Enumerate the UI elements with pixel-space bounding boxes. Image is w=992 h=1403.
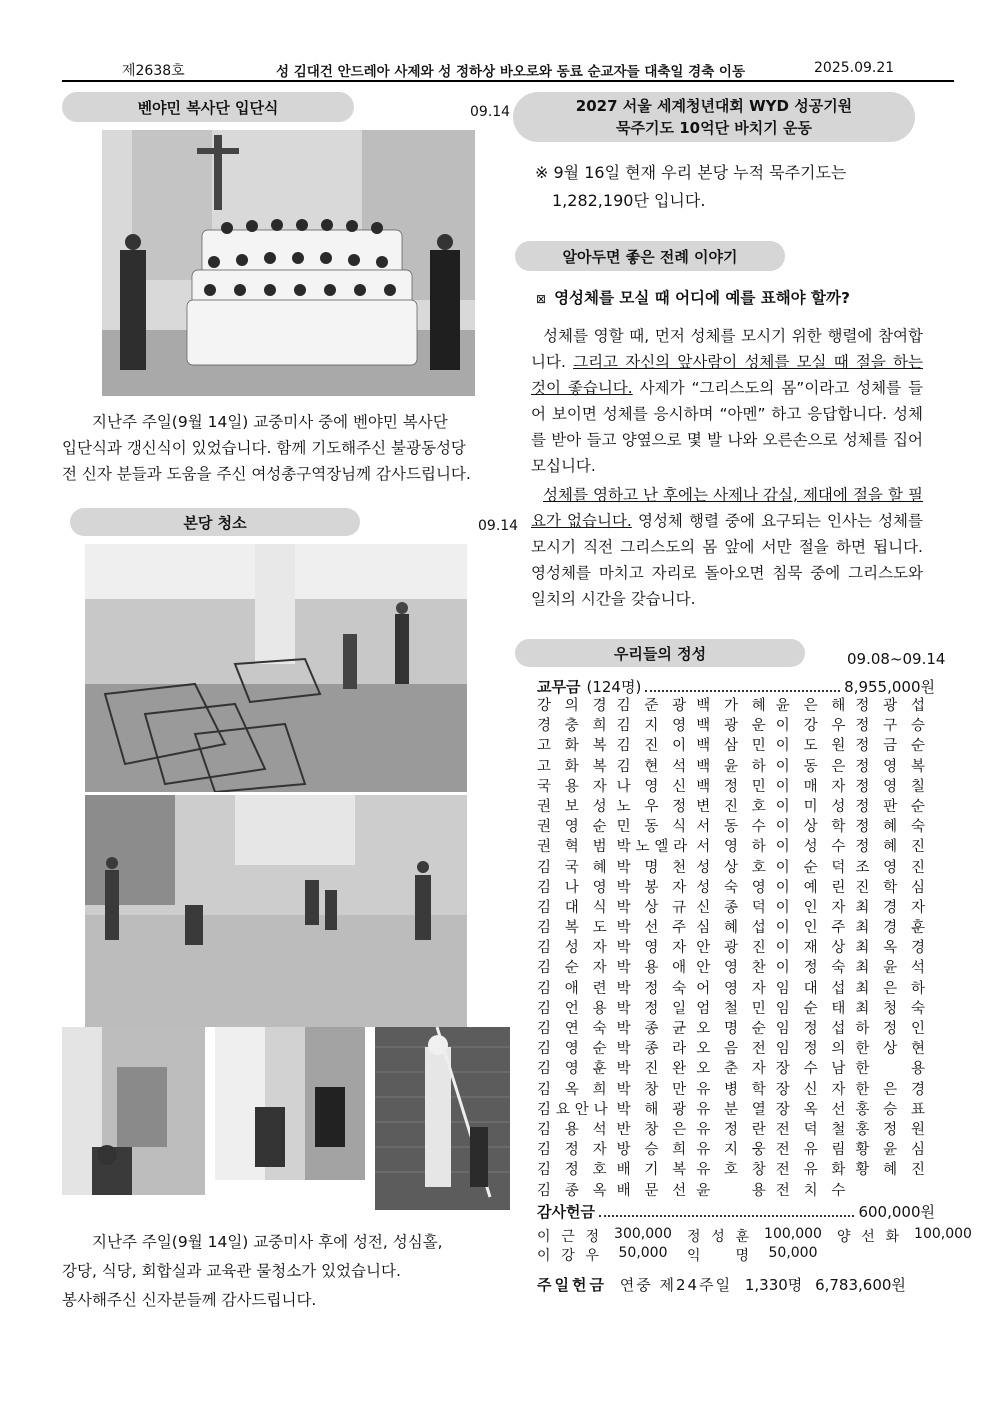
issue-date: 2025.09.21: [814, 60, 895, 76]
liturgy-p1-text-a: 성체를 영할 때, 먼저 성체를 모시기 위한 행렬에 참여합니다.: [531, 327, 923, 371]
member-name: 임 정 의: [775, 1041, 846, 1058]
thanks-donor-amount: 100,000: [914, 1226, 972, 1242]
altar-caption: [62, 409, 510, 487]
member-name: 유 병 학: [696, 1081, 766, 1098]
member-name: 하 정 인: [855, 1021, 925, 1037]
dues-total: 8,955,000원: [844, 678, 935, 696]
dues-label: 교무금: [537, 678, 581, 696]
member-name: 박 정 일: [616, 1000, 687, 1017]
member-name: 한 상 현: [855, 1041, 925, 1058]
thanks-donor-name: 익 명: [687, 1248, 749, 1264]
cleaning-photo-hallway-drawing: [215, 1027, 365, 1180]
member-name: 백 가 혜: [696, 698, 766, 714]
member-name: 정 영 복: [855, 758, 925, 775]
member-name: 성 숙 영: [696, 879, 766, 896]
thanks-donor-amount: 50,000: [768, 1245, 818, 1261]
cleaning-date: 09.14: [478, 518, 519, 534]
member-name: 권 보 성: [537, 798, 607, 815]
member-name: 김 복 도: [537, 920, 607, 937]
member-name: 최 경 자: [855, 899, 925, 916]
rosary-heading: [513, 92, 915, 142]
thanks-donor-name: 이 근 정: [537, 1229, 599, 1245]
member-name: 김 영 훈: [537, 1061, 607, 1078]
dues-names-row: [537, 1037, 935, 1057]
issue-number: 제2638호: [122, 63, 185, 79]
member-name: 박 용 애: [616, 960, 687, 977]
member-name: 전 덕 철: [775, 1121, 846, 1138]
cleaning-caption-line-2: 강당, 식당, 회합실과 교육관 물청소가 있었습니다.: [62, 1262, 401, 1280]
member-name: 반 창 은: [616, 1121, 687, 1138]
member-name: 진 학 심: [855, 879, 925, 896]
liturgy-question: [536, 286, 850, 308]
member-name: 박 명 천: [616, 859, 687, 876]
liturgy-paragraph-2: [531, 482, 923, 612]
altar-servers-photo: [102, 130, 475, 396]
dues-names-row: [537, 856, 935, 876]
thanks-entry: [537, 1226, 687, 1246]
thanks-donor-amount: 50,000: [618, 1245, 668, 1261]
rosary-heading-line-2: 묵주기도 10억단 바치기 운동: [616, 119, 812, 137]
liturgy-question-text: 영성체를 모실 때 어디에 예를 표해야 할까?: [554, 289, 850, 307]
member-name: 성 상 호: [696, 859, 766, 876]
member-name: 배 기 복: [616, 1162, 687, 1179]
cleaning-photo-room: [62, 1027, 205, 1195]
member-name: 김 영 순: [537, 1041, 607, 1058]
member-name: 서 동 수: [696, 819, 766, 836]
member-name: 배 문 선: [616, 1182, 687, 1199]
member-name: 김 진 이: [616, 738, 687, 755]
cleaning-photo-room-drawing: [62, 1027, 205, 1195]
dues-count: (124명): [586, 678, 642, 696]
member-name: 한 은 경: [855, 1081, 925, 1098]
member-name: 박 해 광: [616, 1101, 687, 1118]
member-name: 박 진 완: [616, 1061, 687, 1078]
thanks-donor-amount: 100,000: [764, 1226, 822, 1242]
thanks-donor-name: 이 강 우: [537, 1248, 599, 1264]
member-name: 임 정 섭: [775, 1021, 846, 1037]
member-name: 김 순 자: [537, 960, 607, 977]
liturgy-p1-text-b: 사제가 “그리스도의 몸”이라고 성체를 들어 보이면 성체를 응시하며 “아멘” 하고 응답합니다. 성체를 받아 들고 양옆으로 몇 발 나와 오른손으로 성체를 집어 모십니다.: [531, 379, 923, 475]
member-name: 김 연 숙: [537, 1021, 607, 1037]
dues-names-row: [537, 1057, 935, 1077]
member-name: 김 정 자: [537, 1142, 607, 1159]
member-name: 장 신 자: [775, 1081, 846, 1098]
thanks-total: 600,000원: [858, 1203, 935, 1221]
member-name: 이 정 숙: [775, 960, 846, 977]
member-name: 김 요 안 나: [537, 1101, 607, 1118]
dues-names-row: [537, 755, 935, 775]
member-name: 전 유 림: [775, 1142, 846, 1159]
member-name: 이 인 주: [775, 920, 846, 937]
member-name: 이 재 상: [775, 940, 846, 957]
cleaning-photo-nave: [85, 795, 467, 1027]
cleaning-heading: [70, 508, 360, 536]
member-name: 김 애 련: [537, 980, 607, 997]
member-name: 전 치 수: [775, 1182, 846, 1199]
rosary-heading-line-1: 2027 서울 세계청년대회 WYD 성공기원: [575, 97, 853, 115]
member-name: 윤 은 해: [775, 698, 846, 714]
dues-names-row: [537, 896, 935, 916]
member-name: 한 용: [855, 1061, 925, 1078]
cleaning-photo-nave-drawing: [85, 795, 467, 1027]
member-name: 황 혜 진: [855, 1162, 925, 1179]
member-name: 신 종 덕: [696, 899, 766, 916]
member-name: 박 종 라: [616, 1041, 687, 1058]
dues-names-row: [537, 956, 935, 976]
member-name: 박 창 만: [616, 1081, 687, 1098]
dues-names-row: [537, 1118, 935, 1138]
member-name: 김 준 광: [616, 698, 687, 714]
member-name: 이 미 성: [775, 798, 846, 815]
member-name: 오 음 전: [696, 1041, 766, 1058]
member-name: 경 충 희: [537, 718, 607, 735]
member-name: 김 성 자: [537, 940, 607, 957]
member-name: 정 광 섭: [855, 698, 925, 714]
member-name: 이 동 은: [775, 758, 846, 775]
cleaning-photo-statue: [375, 1027, 510, 1210]
member-name: 백 정 민: [696, 778, 766, 795]
member-name: 유 정 란: [696, 1121, 766, 1138]
member-name: 김 현 석: [616, 758, 687, 775]
member-name: 이 순 덕: [775, 859, 846, 876]
member-name: 김 대 식: [537, 899, 607, 916]
member-name: 백 윤 하: [696, 758, 766, 775]
member-name: 윤 용: [696, 1182, 766, 1199]
liturgy-heading: [515, 241, 785, 271]
sunday-label: 주일헌금: [537, 1276, 607, 1294]
member-name: 백 삼 민: [696, 738, 766, 755]
offerings-heading-text: 우리들의 정성: [613, 644, 707, 663]
liturgy-p2-underlined: 성체를 영하고 난 후에는 사제나 감실, 제대에 절을 할 필요가 없습니다.: [531, 486, 923, 530]
member-name: 김 옥 희: [537, 1081, 607, 1098]
member-name: 박 정 숙: [616, 980, 687, 997]
member-name: 유 호 창: [696, 1162, 766, 1179]
rosary-text-1: ※ 9월 16일 현재 우리 본당 누적 묵주기도는: [535, 163, 847, 182]
member-name: 고 화 복: [537, 738, 607, 755]
member-name: 전 유 화: [775, 1162, 846, 1179]
dues-names-row: [537, 1179, 935, 1199]
altar-date: 09.14: [470, 104, 511, 120]
member-name: 백 광 운: [696, 718, 766, 735]
member-name: 이 예 린: [775, 879, 846, 896]
member-name: 어 영 자: [696, 980, 766, 997]
member-name: 강 의 경: [537, 698, 607, 714]
member-name: 오 춘 자: [696, 1061, 766, 1078]
cleaning-photo-hallway: [215, 1027, 365, 1180]
dues-names-row: [537, 1017, 935, 1037]
member-name: 노 우 정: [616, 798, 687, 815]
member-name: 박 봉 자: [616, 879, 687, 896]
member-name: 임 대 섭: [775, 980, 846, 997]
dues-names-row: [537, 1158, 935, 1178]
dues-names-row: [537, 1098, 935, 1118]
member-name: 유 지 웅: [696, 1142, 766, 1159]
member-name: 나 영 신: [616, 778, 687, 795]
sunday-offering: [537, 1274, 906, 1295]
liturgy-p1-underlined: 그리고 자신의 앞사람이 성체를 모실 때 절을 하는 것이 좋습니다.: [531, 353, 923, 397]
dues-leader-dots: [645, 676, 840, 692]
member-name: 오 명 순: [696, 1021, 766, 1037]
member-name: 정 판 순: [855, 798, 925, 815]
member-name: 변 진 호: [696, 798, 766, 815]
thanks-leader-dots: [599, 1201, 855, 1217]
thanks-row-2: [537, 1245, 837, 1265]
dues-names-row: [537, 916, 935, 936]
altar-heading-text: 벤야민 복사단 입단식: [137, 98, 279, 117]
member-name: 김 언 용: [537, 1000, 607, 1017]
offerings-date-range: 09.08~09.14: [847, 650, 946, 668]
member-name: 김 용 석: [537, 1121, 607, 1138]
member-name: 홍 승 표: [855, 1101, 925, 1118]
cleaning-photo-hall: [85, 544, 467, 792]
member-name: 김 지 영: [616, 718, 687, 735]
member-name: 고 화 복: [537, 758, 607, 775]
member-name: 안 영 찬: [696, 960, 766, 977]
member-name: 권 영 순: [537, 819, 607, 836]
offerings-heading: [515, 639, 805, 667]
thanks-donor-name: 양 선 화: [837, 1229, 899, 1245]
member-name: [855, 1179, 935, 1199]
member-name: 김 나 영: [537, 879, 607, 896]
thanks-entry: [537, 1245, 687, 1265]
member-name: 정 혜 숙: [855, 819, 925, 836]
member-name: 최 옥 경: [855, 940, 925, 957]
cleaning-heading-text: 본당 청소: [183, 513, 247, 532]
sunday-count: 1,330명: [744, 1276, 803, 1294]
member-name: 장 수 남: [775, 1061, 846, 1078]
thanks-row-1: [537, 1226, 987, 1246]
dues-names-grid: [537, 694, 935, 1199]
sunday-mass: 연중 제24주일: [619, 1276, 733, 1294]
member-name: 국 용 자: [537, 778, 607, 795]
dues-names-row: [537, 795, 935, 815]
member-name: 정 금 순: [855, 738, 925, 755]
liturgy-paragraph-1: [531, 323, 923, 479]
dues-names-row: [537, 815, 935, 835]
member-name: 이 도 원: [775, 738, 846, 755]
dues-names-row: [537, 775, 935, 795]
member-name: 방 승 희: [616, 1142, 687, 1159]
member-name: 조 영 진: [855, 859, 925, 876]
member-name: 안 광 진: [696, 940, 766, 957]
dues-names-row: [537, 734, 935, 754]
member-name: 임 순 태: [775, 1000, 846, 1017]
member-name: 권 혁 범: [537, 839, 607, 856]
sunday-amount: 6,783,600원: [815, 1276, 906, 1294]
member-name: 정 구 승: [855, 718, 925, 735]
member-name: 박 종 균: [616, 1021, 687, 1037]
member-name: 이 강 우: [775, 718, 846, 735]
member-name: 박 노 엘 라: [616, 839, 687, 856]
member-name: 장 옥 선: [775, 1101, 846, 1118]
member-name: 최 청 숙: [855, 1000, 925, 1017]
altar-caption-line-1: 지난주 주일(9월 14일) 교중미사 중에 벤야민 복사단: [92, 413, 448, 431]
liturgy-p2-text-b: 영성체 행렬 중에 요구되는 인사는 성체를 모시기 직전 그리스도의 몸 앞에 서만 절을 하면 됩니다. 영성체를 마치고 자리로 돌아오면 침묵 중에 그리스도와 일치의 시간을 갖습니다.: [531, 512, 923, 608]
dues-names-row: [537, 1078, 935, 1098]
cleaning-caption: [62, 1228, 514, 1315]
member-name: 유 분 열: [696, 1101, 766, 1118]
thanks-entry: [837, 1226, 987, 1246]
member-name: 김 종 옥: [537, 1182, 607, 1199]
member-name: 최 윤 석: [855, 960, 925, 977]
dues-names-row: [537, 876, 935, 896]
member-name: 김 정 호: [537, 1162, 607, 1179]
cleaning-photo-hall-drawing: [85, 544, 467, 792]
altar-caption-line-2: 입단식과 갱신식이 있었습니다. 함께 기도해주신 불광동성당: [62, 439, 466, 457]
member-name: 서 영 하: [696, 839, 766, 856]
member-name: 엄 철 민: [696, 1000, 766, 1017]
issue-title: 성 김대건 안드레아 사제와 성 정하상 바오로와 동료 순교자들 대축일 경축 이동: [276, 64, 746, 80]
member-name: 이 상 학: [775, 819, 846, 836]
rosary-text-2: 1,282,190단 입니다.: [552, 191, 706, 210]
member-name: 정 혜 진: [855, 839, 925, 856]
member-name: 박 영 자: [616, 940, 687, 957]
dues-names-row: [537, 694, 935, 714]
member-name: 정 영 칠: [855, 778, 925, 795]
member-name: 홍 정 원: [855, 1121, 925, 1138]
member-name: 이 인 자: [775, 899, 846, 916]
member-name: 이 매 자: [775, 778, 846, 795]
altar-caption-line-3: 전 신자 분들과 도움을 주신 여성총구역장님께 감사드립니다.: [62, 465, 471, 483]
member-name: 민 동 식: [616, 819, 687, 836]
thanks-entry: [687, 1245, 837, 1265]
dues-names-row: [537, 1138, 935, 1158]
altar-heading: [62, 92, 354, 122]
thanks-header: [537, 1201, 935, 1222]
member-name: 박 상 규: [616, 899, 687, 916]
dues-names-row: [537, 835, 935, 855]
member-name: 심 혜 섭: [696, 920, 766, 937]
member-name: 최 경 훈: [855, 920, 925, 937]
altar-servers-photo-drawing: [102, 130, 475, 396]
thanks-label: 감사헌금: [537, 1203, 595, 1221]
member-name: 박 선 주: [616, 920, 687, 937]
member-name: 황 윤 심: [855, 1142, 925, 1159]
member-name: 이 성 수: [775, 839, 846, 856]
cleaning-caption-line-1: 지난주 주일(9월 14일) 교중미사 후에 성전, 성심홀,: [92, 1233, 443, 1251]
thanks-donor-amount: 300,000: [614, 1226, 672, 1242]
dues-names-row: [537, 936, 935, 956]
checkbox-icon: ⊠: [536, 292, 547, 306]
thanks-donor-name: 정 성 훈: [687, 1229, 749, 1245]
dues-names-row: [537, 714, 935, 734]
dues-names-row: [537, 997, 935, 1017]
liturgy-heading-text: 알아두면 좋은 전례 이야기: [562, 247, 738, 266]
page-header: [62, 58, 954, 82]
cleaning-photo-statue-drawing: [375, 1027, 510, 1210]
dues-names-row: [537, 977, 935, 997]
cleaning-caption-line-3: 봉사해주신 신자분들께 감사드립니다.: [62, 1291, 317, 1309]
thanks-entry: [687, 1226, 837, 1246]
member-name: 김 국 혜: [537, 859, 607, 876]
member-name: 최 은 하: [855, 980, 925, 997]
